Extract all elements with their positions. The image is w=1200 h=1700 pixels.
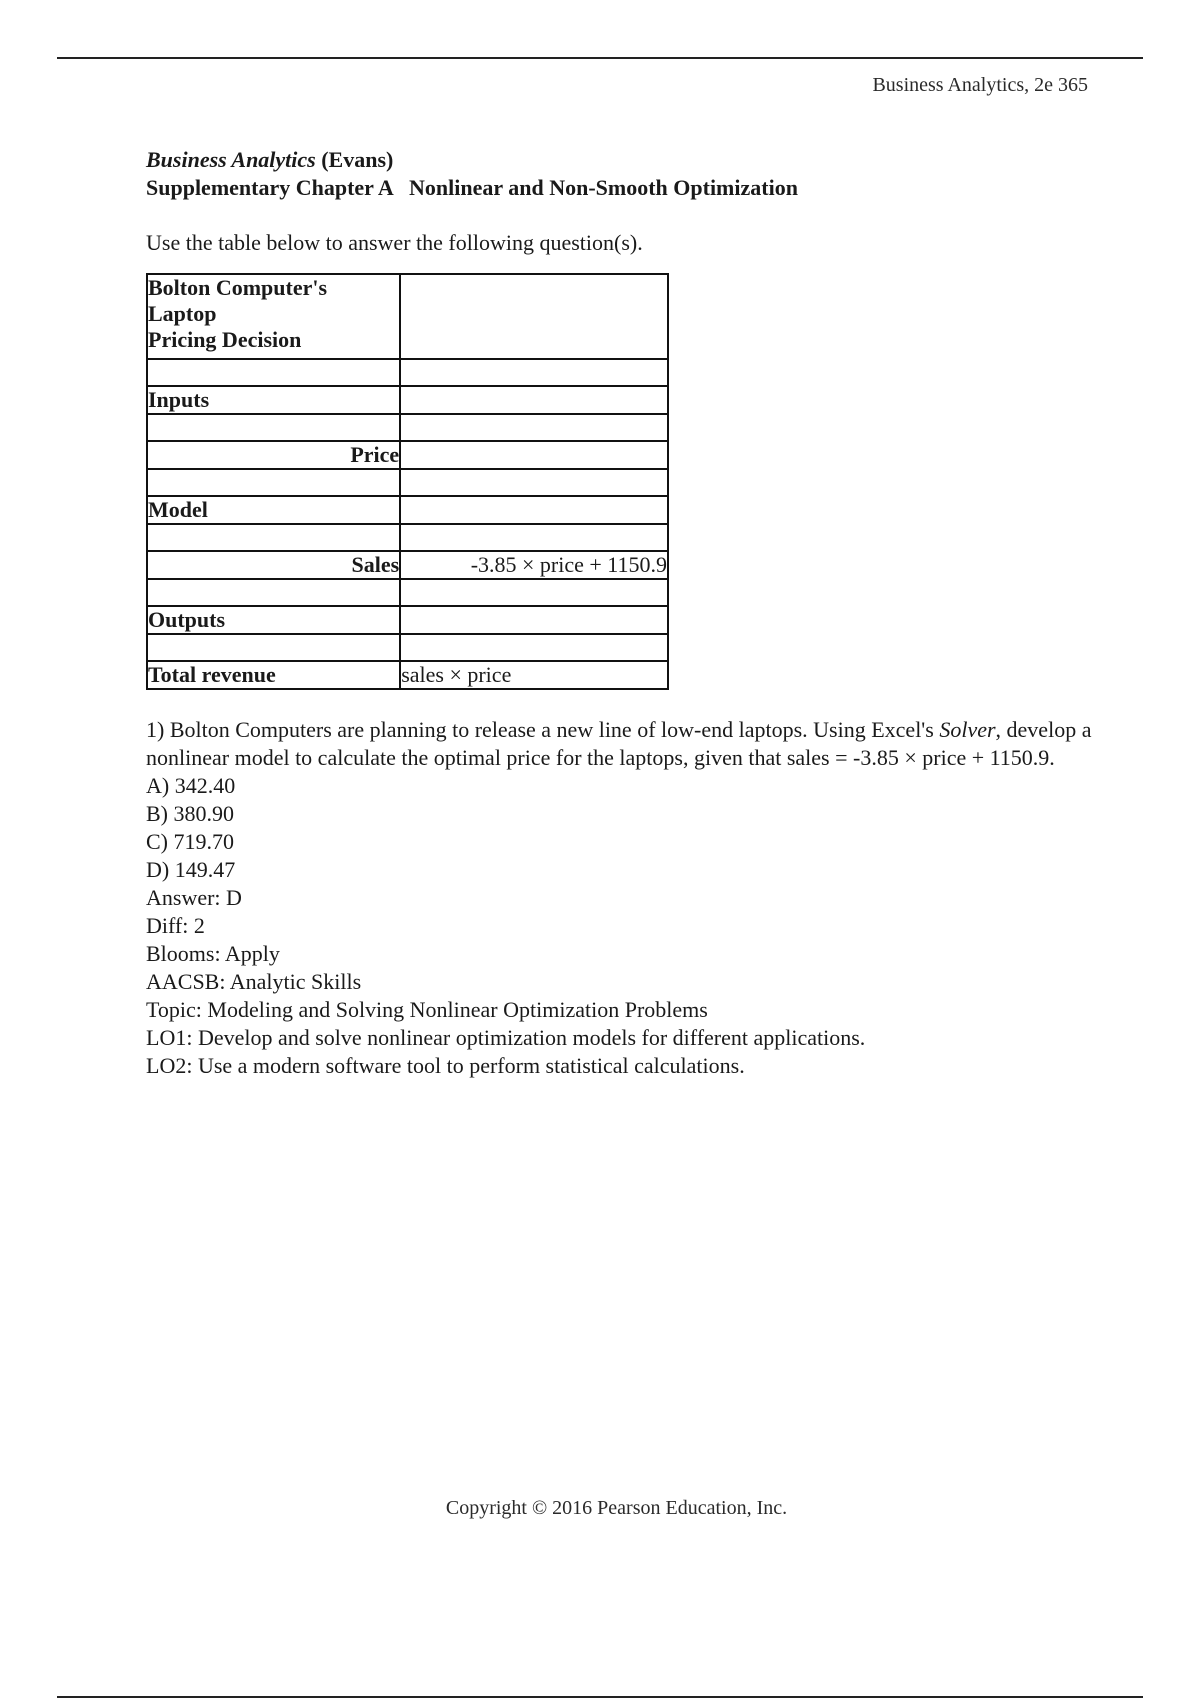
table-row <box>147 496 668 524</box>
table-title-line: Bolton Computer's <box>148 275 328 300</box>
table-cell-empty <box>400 524 668 551</box>
learning-objective: LO1: Develop and solve nonlinear optimization models for different applications. <box>146 1025 866 1050</box>
outputs-section-label: Outputs <box>147 606 400 634</box>
table-row <box>147 606 668 634</box>
pricing-model-table <box>146 273 669 690</box>
table-row <box>147 524 668 551</box>
table-cell-empty <box>400 414 668 441</box>
table-cell-empty <box>400 496 668 524</box>
answer-option: D) 149.47 <box>146 857 236 882</box>
book-author: (Evans) <box>315 147 394 172</box>
table-cell-empty <box>400 606 668 634</box>
price-label: Price <box>147 441 400 469</box>
page-content <box>146 146 1106 1080</box>
instruction-text: Use the table below to answer the following question(s). <box>146 230 643 255</box>
table-title-line: Pricing Decision <box>148 327 302 352</box>
topic: Topic: Modeling and Solving Nonlinear Optimization Problems <box>146 997 708 1022</box>
table-title-cell <box>147 274 400 359</box>
question-stem-part: , develop a nonlinear model to calculate the optimal price for the laptops, given that sales = -3.85 × price + 1150.9. <box>146 717 1092 770</box>
table-row <box>147 441 668 469</box>
aacsb-tag: AACSB: Analytic Skills <box>146 969 362 994</box>
question-block <box>146 716 1106 1080</box>
difficulty: Diff: 2 <box>146 913 205 938</box>
table-cell-empty <box>400 386 668 414</box>
sales-formula: -3.85 × price + 1150.9 <box>400 551 668 579</box>
table-cell-empty <box>400 634 668 661</box>
running-header: Business Analytics, 2e 365 <box>872 74 1088 96</box>
table-row <box>147 469 668 496</box>
price-value-cell <box>400 441 668 469</box>
top-rule <box>57 57 1143 59</box>
answer-option: B) 380.90 <box>146 801 234 826</box>
table-row <box>147 551 668 579</box>
answer-key: Answer: D <box>146 885 242 910</box>
table-cell-empty <box>400 274 668 359</box>
table-cell-empty <box>147 579 400 606</box>
table-cell-empty <box>147 524 400 551</box>
blooms-level: Blooms: Apply <box>146 941 280 966</box>
answer-option: C) 719.70 <box>146 829 234 854</box>
table-row <box>147 634 668 661</box>
book-title <box>146 146 1106 174</box>
table-row <box>147 579 668 606</box>
table-cell-empty <box>400 359 668 386</box>
table-title-line: Laptop <box>148 301 217 326</box>
total-revenue-formula: sales × price <box>400 661 668 689</box>
table-cell-empty <box>147 359 400 386</box>
question-stem-part: 1) Bolton Computers are planning to release a new line of low-end laptops. Using Excel's <box>146 717 940 742</box>
table-row <box>147 386 668 414</box>
inputs-section-label: Inputs <box>147 386 400 414</box>
table-row <box>147 661 668 689</box>
answer-option: A) 342.40 <box>146 773 236 798</box>
table-cell-empty <box>400 579 668 606</box>
book-title-italic: Business Analytics <box>146 147 316 172</box>
table-row <box>147 414 668 441</box>
learning-objective: LO2: Use a modern software tool to perform statistical calculations. <box>146 1053 745 1078</box>
model-section-label: Model <box>147 496 400 524</box>
copyright-footer: Copyright © 2016 Pearson Education, Inc. <box>445 1497 788 1519</box>
question-stem <box>146 716 1106 772</box>
table-cell-empty <box>400 469 668 496</box>
table-cell-empty <box>147 469 400 496</box>
table-row <box>147 359 668 386</box>
chapter-title: Supplementary Chapter A Nonlinear and Non-Smooth Optimization <box>146 175 798 200</box>
sales-label: Sales <box>147 551 400 579</box>
table-cell-empty <box>147 634 400 661</box>
table-row <box>147 274 668 359</box>
total-revenue-label: Total revenue <box>147 661 400 689</box>
bottom-rule <box>57 1696 1143 1698</box>
solver-term: Solver <box>939 717 996 742</box>
table-cell-empty <box>147 414 400 441</box>
